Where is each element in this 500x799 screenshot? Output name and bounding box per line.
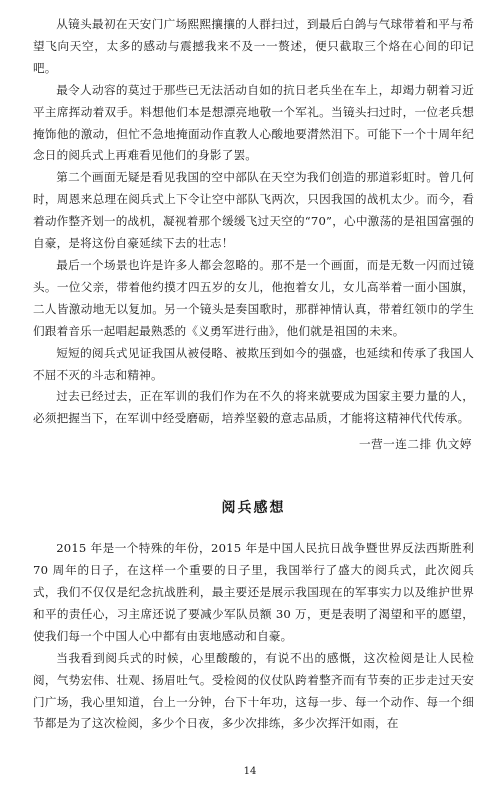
article-2-paragraph-1: 2015 年是一个特殊的年份，2015 年是中国人民抗日战争暨世界反法西斯胜利 70 周年的日子，在这样一个重要的日子里，我国举行了盛大的阅兵式，此次阅兵式，我们不仅仅是纪念抗战胜利，最主要还是展示我国现在的军事实力以及维护世界和平的责任心，习主席还说了要减少军队员额 30 万，更是表明了渴望和平的愿望，使我们每一个中国人心中都有由衷地感动和自豪。 [33, 541, 474, 643]
article-2 [33, 498, 474, 735]
article-2-title: 阅兵感想 [221, 500, 286, 517]
article-1-paragraph-1: 从镜头最初在天安门广场熙熙攘攘的人群扫过，到最后白鸽与气球带着和平与希望飞向天空，太多的感动与震撼我来不及一一赘述，便只截取三个烙在心间的印记吧。 [33, 17, 474, 75]
article-1-paragraph-2: 最令人动容的莫过于那些已无法活动自如的抗日老兵坐在车上，却竭力朝着习近平主席挥动着双手。料想他们本是想漂亮地敬一个军礼。当镜头扫过时，一位老兵想掩饰他的激动，但忙不急地掩面动作直教人心酸地要潸然泪下。可能下一个十周年纪念日的阅兵式上再难看见他们的身影了罢。 [33, 82, 474, 163]
article-1-paragraph-5: 短短的阅兵式见证我国从被侵略、被欺压到如今的强盛，也延续和传承了我国人不屈不灭的斗志和精神。 [33, 345, 474, 382]
author-signature: 一营一连二排 仇文婷 [358, 437, 472, 452]
article-1-paragraph-4: 最后一个场景也许是许多人都会忽略的。那不是一个画面，而是无数一闪而过镜头。一位父亲，带着他约摸才四五岁的女儿，他抱着女儿，女儿高举着一面小国旗，二人皆激动地无以复加。另一个镜头是奏国歌时，那群神情认真，带着红领巾的学生们跟着音乐一起唱起最熟悉的《义勇军进行曲》，他们就是祖国的未来。 [33, 257, 474, 338]
article-1 [33, 14, 474, 454]
page-number: 14 [243, 766, 257, 777]
article-2-paragraph-2: 当我看到阅兵式的时候，心里酸酸的，有说不出的感慨，这次检阅是让人民检阅，气势宏伟、壮观、扬眉吐气。受检阅的仪仗队跨着整齐而有节奏的正步走过天安门广场，我心里知道，台上一分钟，台下十年功，这每一步、每一个动作、每一个细节都是为了这次检阅，多少个日夜，多少次排练，多少次挥汗如雨，在 [33, 650, 474, 731]
article-1-paragraph-3: 第二个画面无疑是看见我国的空中部队在天空为我们创造的那道彩虹时。曾几何时，周恩来总理在阅兵式上下令让空中部队飞两次，只因我国的战机太少。而今，看着动作整齐划一的战机，凝视着那个缓缓飞过天空的“70”，心中激荡的是祖国富强的自豪，是将这份自豪延续下去的壮志！ [33, 170, 474, 251]
article-1-paragraph-6: 过去已经过去，正在军训的我们作为在不久的将来就要成为国家主要力量的人，必须把握当下，在军训中经受磨砺，培养坚毅的意志品质，才能将这精神代代传承。 [33, 389, 474, 426]
